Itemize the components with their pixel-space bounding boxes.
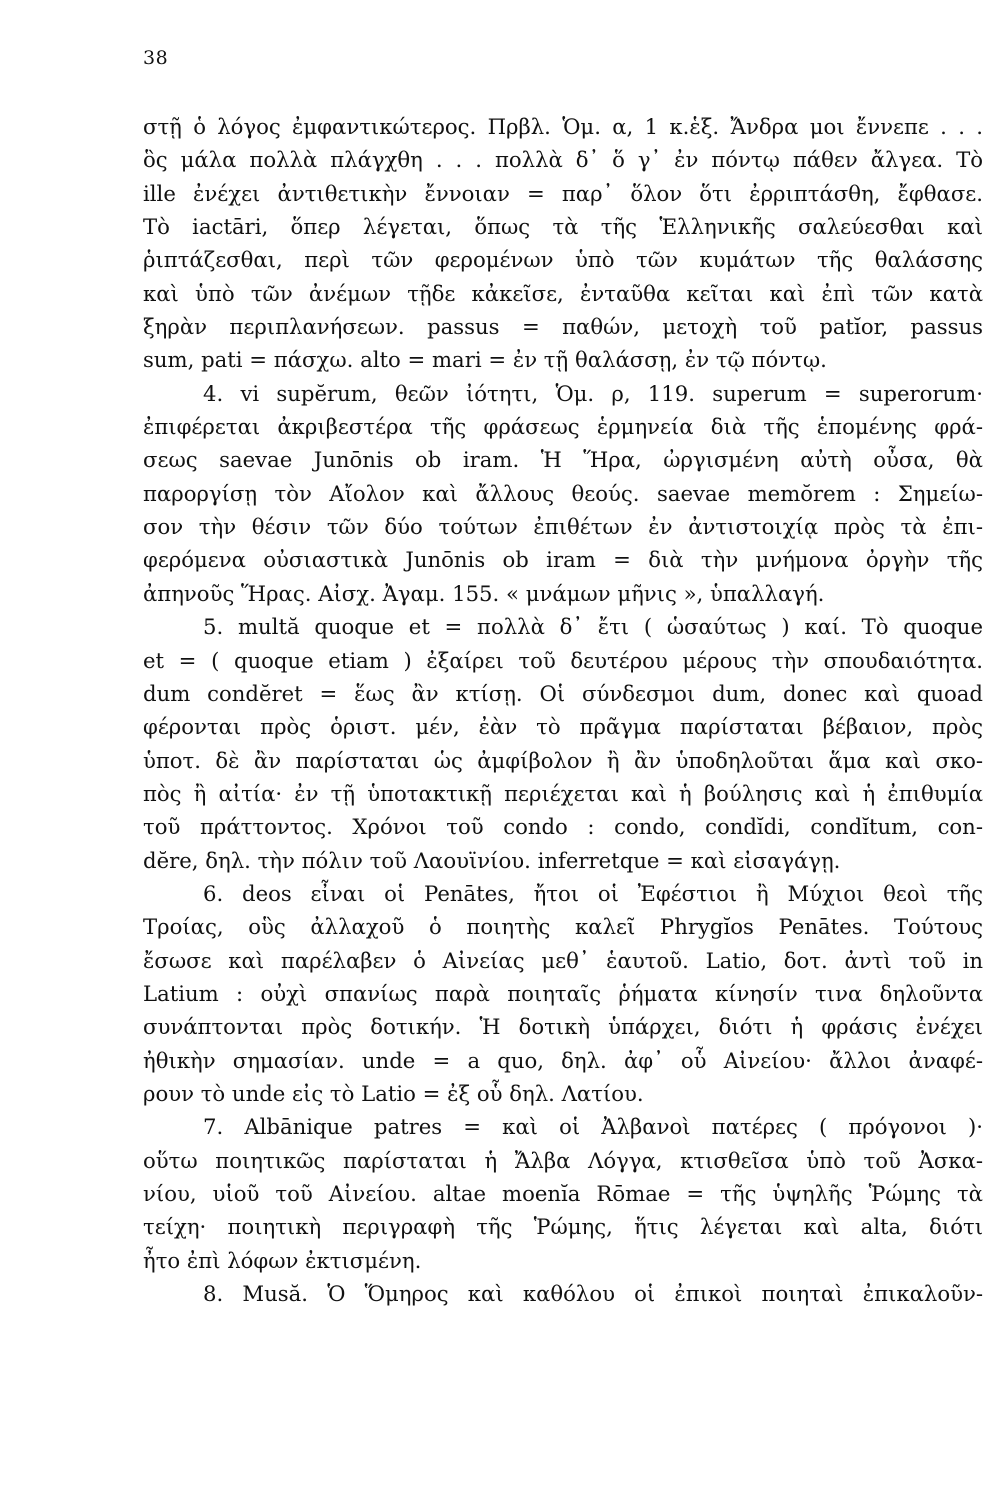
page-number: 38 xyxy=(143,47,169,69)
text-line: οὕτω ποιητικῶς παρίσταται ἡ Ἄλβα Λόγγα, κτισθεῖσα ὑπὸ τοῦ Ἀσκα- xyxy=(143,1147,983,1173)
text-line: ὃς μάλα πολλὰ πλάγχθη . . . πολλὰ δ᾽ ὅ γ᾽ ἐν πόντῳ πάθεν ἄλγεα. Τὸ xyxy=(143,147,983,173)
text-line: Τροίας, οὓς ἀλλαχοῦ ὁ ποιητὴς καλεῖ Phrygĭos Penātes. Τούτους xyxy=(143,914,983,940)
text-line: dum condĕret = ἕως ἂν κτίσῃ. Οἱ σύνδεσμοι dum, donec καὶ quoad xyxy=(143,680,983,706)
text-line: πὸς ἢ αἰτία· ἐν τῇ ὑποτακτικῇ περιέχεται καὶ ἡ βούλησις καὶ ἡ ἐπιθυμία xyxy=(143,780,983,806)
text-line: καὶ ὑπὸ τῶν ἀνέμων τῇδε κἀκεῖσε, ἐνταῦθα κεῖται καὶ ἐπὶ τῶν κατὰ xyxy=(143,280,983,306)
text-line: φερόμενα οὐσιαστικὰ Junōnis ob iram = διὰ τὴν μνήμονα ὀργὴν τῆς xyxy=(143,547,983,573)
text-line: et = ( quoque etiam ) ἐξαίρει τοῦ δευτέρου μέρους τὴν σπουδαιότητα. xyxy=(143,647,983,673)
text-line: τοῦ πράττοντος. Χρόνοι τοῦ condo : condo, condĭdi, condĭtum, con- xyxy=(143,814,983,840)
text-line: 7. Albānique patres = καὶ οἱ Ἀλβανοὶ πατέρες ( πρόγονοι )· xyxy=(203,1114,983,1140)
text-line: Latium : οὐχὶ σπανίως παρὰ ποιηταῖς ῥήματα κίνησίν τινα δηλοῦντα xyxy=(143,980,983,1006)
text-line: ἦτο ἐπὶ λόφων ἐκτισμένη. xyxy=(143,1247,422,1273)
text-line: ἐπιφέρεται ἀκριβεστέρα τῆς φράσεως ἑρμηνεία διὰ τῆς ἑπομένης φρά- xyxy=(143,414,983,440)
text-line: ῥιπτάζεσθαι, περὶ τῶν φερομένων ὑπὸ τῶν κυμάτων τῆς θαλάσσης xyxy=(143,247,983,273)
text-line: ἠθικὴν σημασίαν. unde = a quo, δηλ. ἀφ᾽ οὗ Αἰνείου· ἄλλοι ἀναφέ- xyxy=(143,1047,983,1073)
text-line: ille ἐνέχει ἀντιθετικὴν ἔννοιαν = παρ᾽ ὅλον ὅτι ἐρριπτάσθη, ἔφθασε. xyxy=(143,180,983,206)
text-line: ὑποτ. δὲ ἂν παρίσταται ὡς ἀμφίβολον ἢ ἂν ὑποδηλοῦται ἅμα καὶ σκο- xyxy=(143,747,983,773)
text-line: συνάπτονται πρὸς δοτικήν. Ἡ δοτικὴ ὑπάρχει, διότι ἡ φράσις ἐνέχει xyxy=(143,1014,983,1040)
text-line: νίου, υἱοῦ τοῦ Αἰνείου. altae moenĭa Rōmae = τῆς ὑψηλῆς Ῥώμης τὰ xyxy=(143,1181,983,1206)
text-line: Τὸ iactāri, ὅπερ λέγεται, ὅπως τὰ τῆς Ἑλληνικῆς σαλεύεσθαι καὶ xyxy=(143,214,983,240)
text-line: 6. deos εἶναι οἱ Penātes, ἤτοι οἱ Ἐφέστιοι ἢ Μύχιοι θεοὶ τῆς xyxy=(203,880,983,906)
text-line: παροργίσῃ τὸν Αἴολον καὶ ἄλλους θεούς. saevae memŏrem : Σημείω- xyxy=(143,480,983,506)
text-line: 8. Musă. Ὁ Ὅμηρος καὶ καθόλου οἱ ἐπικοὶ ποιηταὶ ἐπικαλοῦν- xyxy=(203,1281,983,1307)
text-line: σεως saevae Junōnis ob iram. Ἡ Ἥρα, ὠργισμένη αὐτὴ οὖσα, θὰ xyxy=(143,447,983,473)
text-line: ἀπηνοῦς Ἥρας. Αἰσχ. Ἀγαμ. 155. « μνάμων μῆνις », ὑπαλλαγή. xyxy=(143,580,825,606)
text-line: dĕre, δηλ. τὴν πόλιν τοῦ Λαουϊνίου. inferretque = καὶ εἰσαγάγῃ. xyxy=(143,847,841,873)
text-line: sum, pati = πάσχω. alto = mari = ἐν τῇ θαλάσσῃ, ἐν τῷ πόντῳ. xyxy=(143,347,827,373)
text-line: ξηρὰν περιπλανήσεων. passus = παθών, μετοχὴ τοῦ patĭor, passus xyxy=(143,314,983,340)
text-line: 5. multă quoque et = πολλὰ δ᾽ ἔτι ( ὡσαύτως ) καί. Τὸ quoque xyxy=(203,614,983,640)
text-line: ἔσωσε καὶ παρέλαβεν ὁ Αἰνείας μεθ᾽ ἑαυτοῦ. Latio, δοτ. ἀντὶ τοῦ in xyxy=(143,947,983,973)
text-line: στῇ ὁ λόγος ἐμφαντικώτερος. Πρβλ. Ὁμ. α, 1 κ.ἑξ. Ἄνδρα μοι ἔννεπε . . . xyxy=(143,114,983,139)
text-line: τείχη· ποιητικὴ περιγραφὴ τῆς Ῥώμης, ἥτις λέγεται καὶ alta, διότι xyxy=(143,1214,983,1240)
text-line: ρουν τὸ unde εἰς τὸ Latio = ἐξ οὗ δηλ. Λατίου. xyxy=(143,1080,644,1106)
text-line: σον τὴν θέσιν τῶν δύο τούτων ἐπιθέτων ἐν ἀντιστοιχίᾳ πρὸς τὰ ἐπι- xyxy=(143,514,983,540)
text-line: 4. vi supĕrum, θεῶν ἰότητι, Ὁμ. ρ, 119. superum = superorum· xyxy=(203,380,983,406)
commentary-text xyxy=(143,110,983,1310)
text-line: φέρονται πρὸς ὁριστ. μέν, ἐὰν τὸ πρᾶγμα παρίσταται βέβαιον, πρὸς xyxy=(143,714,983,740)
